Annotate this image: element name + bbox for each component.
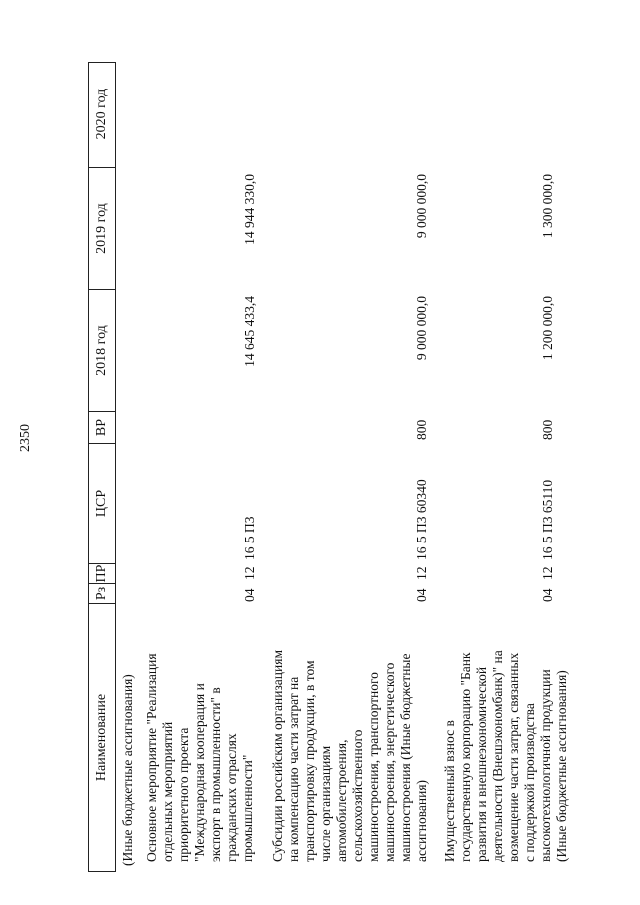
row-3-line: с поддержкой производства — [522, 703, 537, 862]
row-3-line: развития и внешнеэкономической — [474, 666, 489, 862]
row-3-line: высокотехнологичной продукции — [538, 669, 553, 862]
row-3-2019: 1 300 000,0 — [540, 174, 555, 239]
row-2-pr: 12 — [414, 566, 429, 580]
budget-table — [88, 62, 569, 872]
row-3-line: государственную корпорацию "Банк — [458, 652, 473, 862]
row-3-vr: 800 — [540, 419, 555, 440]
row-2-rz: 04 — [414, 588, 429, 602]
header-rz: Рз — [89, 583, 115, 603]
row-1-line: приоритетного проекта — [176, 727, 191, 862]
row-1-line: экспорт в промышленности" в — [208, 687, 223, 862]
row-2-line: числе организациям — [318, 745, 333, 862]
row-3-rz: 04 — [540, 588, 555, 602]
row-1-line: Основное мероприятие "Реализация — [144, 653, 159, 862]
row-1-line: промышленности" — [240, 754, 255, 862]
row-2-line: транспортировку продукции, в том — [302, 660, 317, 862]
row-3-2018: 1 200 000,0 — [540, 296, 555, 361]
row-2-line: ассигнования) — [414, 779, 429, 862]
row-3-csr: 16 5 П3 65110 — [540, 479, 555, 560]
header-2019: 2019 год — [89, 167, 115, 289]
row-1-line: гражданских отраслях — [224, 733, 239, 862]
header-2020: 2020 год — [94, 88, 109, 140]
header-csr: ЦСР — [89, 443, 115, 563]
row-2-line: Субсидии российским организациям — [270, 650, 285, 862]
header-pr: ПР — [89, 563, 115, 583]
row-2-line: автомобилестроения, — [334, 739, 349, 862]
row-2-line: машиностроения, энергетического — [382, 662, 397, 862]
header-vr: ВР — [89, 411, 115, 443]
row-1-line: отдельных мероприятий — [160, 721, 175, 862]
row-1-line: "Международная кооперация и — [192, 683, 207, 862]
row-2-line: машиностроения, транспортного — [366, 672, 381, 862]
section-label: (Иные бюджетные ассигнования) — [120, 674, 135, 866]
row-3-pr: 12 — [540, 566, 555, 580]
row-3-line: деятельности (Внешэкономбанк)" на — [490, 650, 505, 862]
row-2-name — [270, 604, 430, 862]
row-1-csr: 16 5 П3 — [242, 516, 257, 560]
header-name: Наименование — [89, 603, 115, 871]
row-2-line: сельскохозяйственного — [350, 729, 365, 862]
table-header — [88, 62, 116, 872]
row-1-rz: 04 — [242, 588, 257, 602]
row-2-csr: 16 5 П3 60340 — [414, 479, 429, 560]
page-number: 2350 — [18, 424, 33, 452]
row-3-line: (Иные бюджетные ассигнования) — [554, 670, 569, 862]
row-3-line: Имущественный взнос в — [442, 720, 457, 862]
row-2-2019: 9 000 000,0 — [414, 174, 429, 239]
row-2-2018: 9 000 000,0 — [414, 296, 429, 361]
row-1-2019: 14 944 330,0 — [242, 174, 257, 245]
row-1-2018: 14 645 433,4 — [242, 296, 257, 367]
row-3-name — [442, 604, 570, 862]
header-2018: 2018 год — [89, 289, 115, 411]
row-1-name — [144, 604, 256, 862]
row-2-vr: 800 — [414, 419, 429, 440]
row-2-line: машиностроения (Иные бюджетные — [398, 653, 413, 862]
row-2-line: на компенсацию части затрат на — [286, 676, 301, 862]
row-3-line: возмещение части затрат, связанных — [506, 652, 521, 862]
row-1-pr: 12 — [242, 566, 257, 580]
